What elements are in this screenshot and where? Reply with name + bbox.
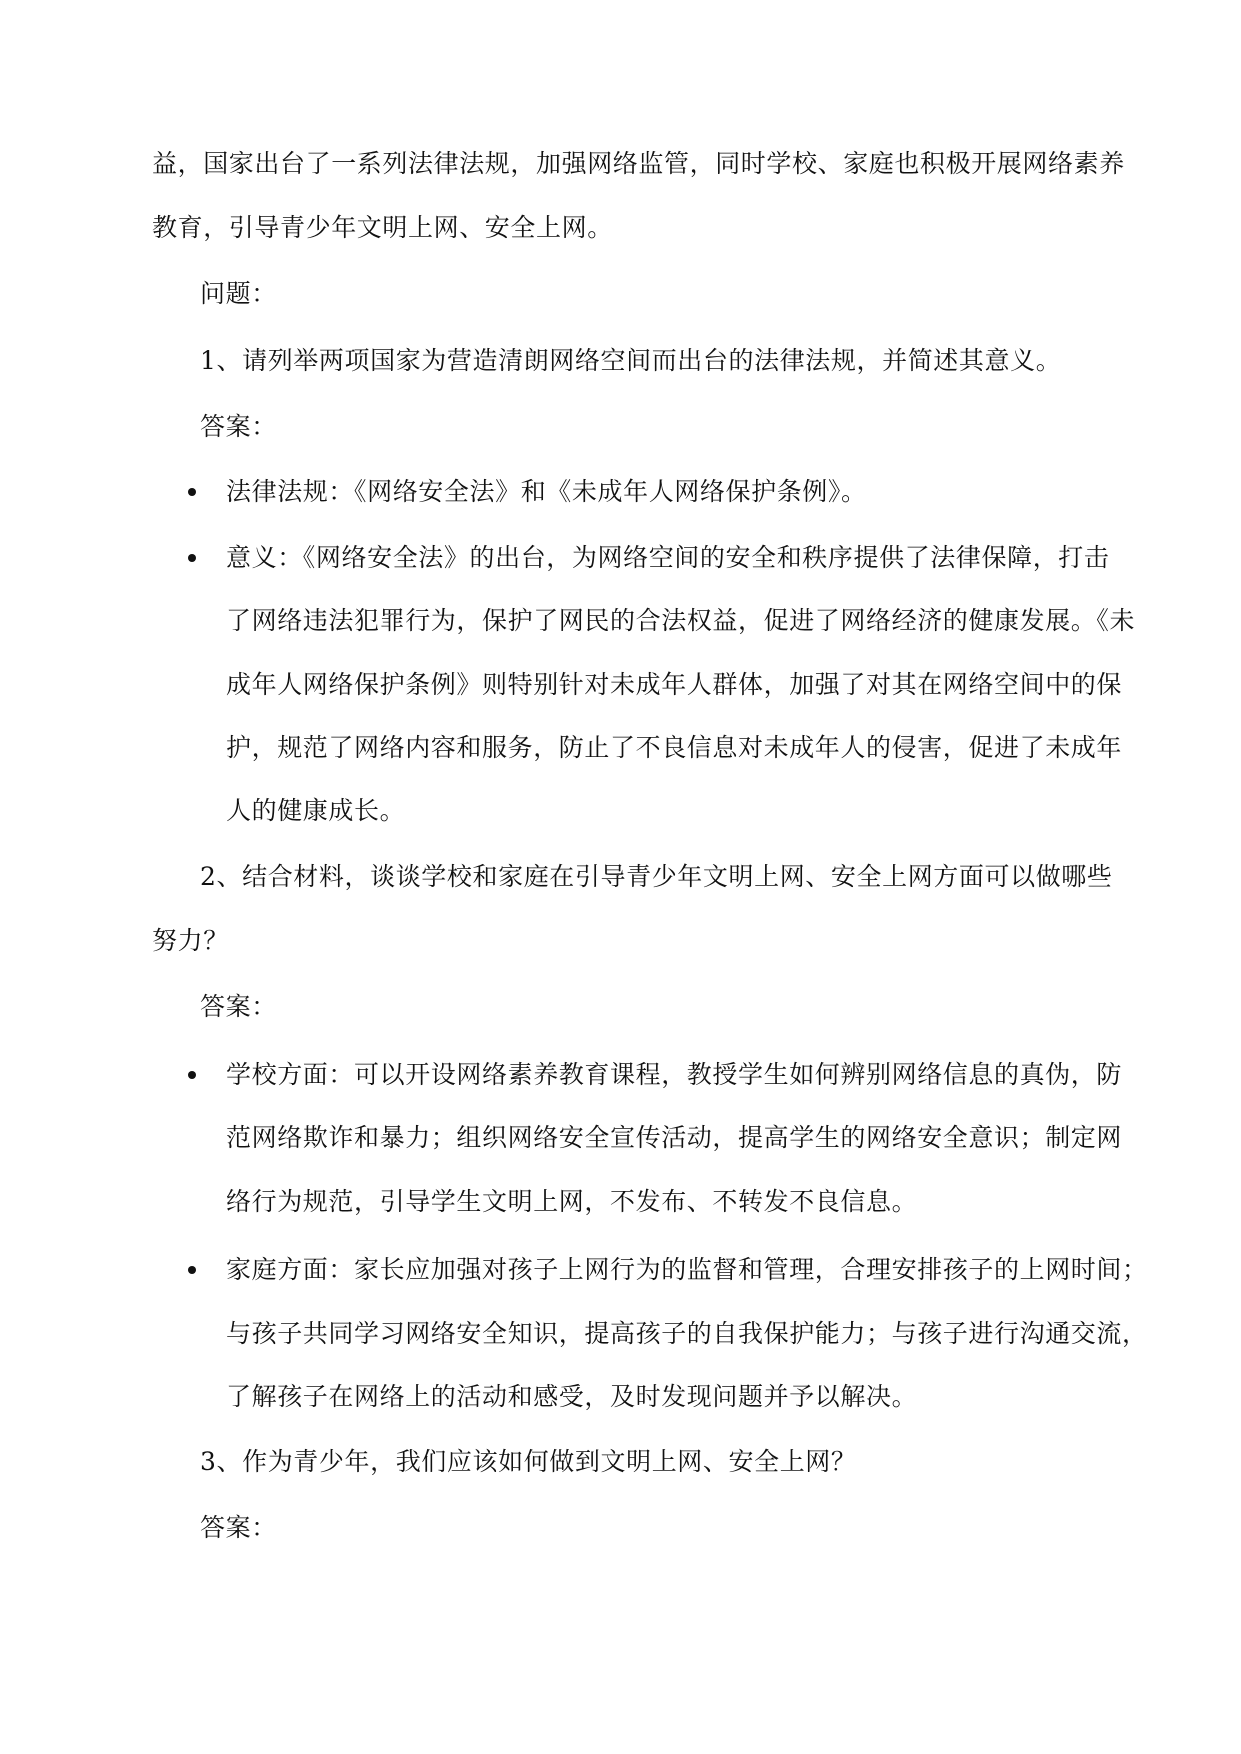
q2-item-2-line-2: 与孩子共同学习网络安全知识，提高孩子的自我保护能力；与孩子进行沟通交流， — [226, 1319, 1148, 1348]
q1-item-1: 法律法规：《网络安全法》和《未成年人网络保护条例》。 — [226, 477, 867, 506]
q1-item-2-line-1: 意义：《网络安全法》的出台，为网络空间的安全和秩序提供了法律保障，打击 — [226, 543, 1110, 572]
intro-line-1: 益，国家出台了一系列法律法规，加强网络监管，同时学校、家庭也积极开展网络素养 — [152, 149, 1125, 178]
q2-answer-label: 答案： — [200, 992, 277, 1021]
q1-item-2-line-2: 了网络违法犯罪行为，保护了网民的合法权益，促进了网络经济的健康发展。《未 — [226, 606, 1136, 635]
q2-item-1-line-2: 范网络欺诈和暴力；组织网络安全宣传活动，提高学生的网络安全意识；制定网 — [226, 1123, 1123, 1152]
q3-answer-label: 答案： — [200, 1513, 277, 1542]
q1-answer-label: 答案： — [200, 412, 277, 441]
question-3: 3、作为青少年，我们应该如何做到文明上网、安全上网？ — [200, 1447, 857, 1476]
bullet-icon — [188, 554, 196, 562]
bullet-icon — [188, 488, 196, 496]
q1-item-2-line-4: 护，规范了网络内容和服务，防止了不良信息对未成年人的侵害，促进了未成年 — [226, 733, 1123, 762]
question-1: 1、请列举两项国家为营造清朗网络空间而出台的法律法规，并简述其意义。 — [200, 346, 1062, 375]
bullet-icon — [188, 1266, 196, 1274]
q2-item-2-line-3: 了解孩子在网络上的活动和感受，及时发现问题并予以解决。 — [226, 1382, 918, 1411]
question-2-line-1: 2、结合材料，谈谈学校和家庭在引导青少年文明上网、安全上网方面可以做哪些 — [200, 862, 1113, 891]
q2-item-1-line-3: 络行为规范，引导学生文明上网，不发布、不转发不良信息。 — [226, 1187, 918, 1216]
question-2-line-2: 努力？ — [152, 926, 229, 955]
bullet-icon — [188, 1071, 196, 1079]
q1-item-2-line-3: 成年人网络保护条例》则特别针对未成年人群体，加强了对其在网络空间中的保 — [226, 670, 1123, 699]
q2-item-2-line-1: 家庭方面：家长应加强对孩子上网行为的监督和管理，合理安排孩子的上网时间； — [226, 1255, 1148, 1284]
q2-item-1-line-1: 学校方面：可以开设网络素养教育课程，教授学生如何辨别网络信息的真伪，防 — [226, 1060, 1123, 1089]
q1-item-2-line-5: 人的健康成长。 — [226, 796, 406, 825]
questions-label: 问题： — [200, 279, 277, 308]
intro-line-2: 教育，引导青少年文明上网、安全上网。 — [152, 213, 613, 242]
